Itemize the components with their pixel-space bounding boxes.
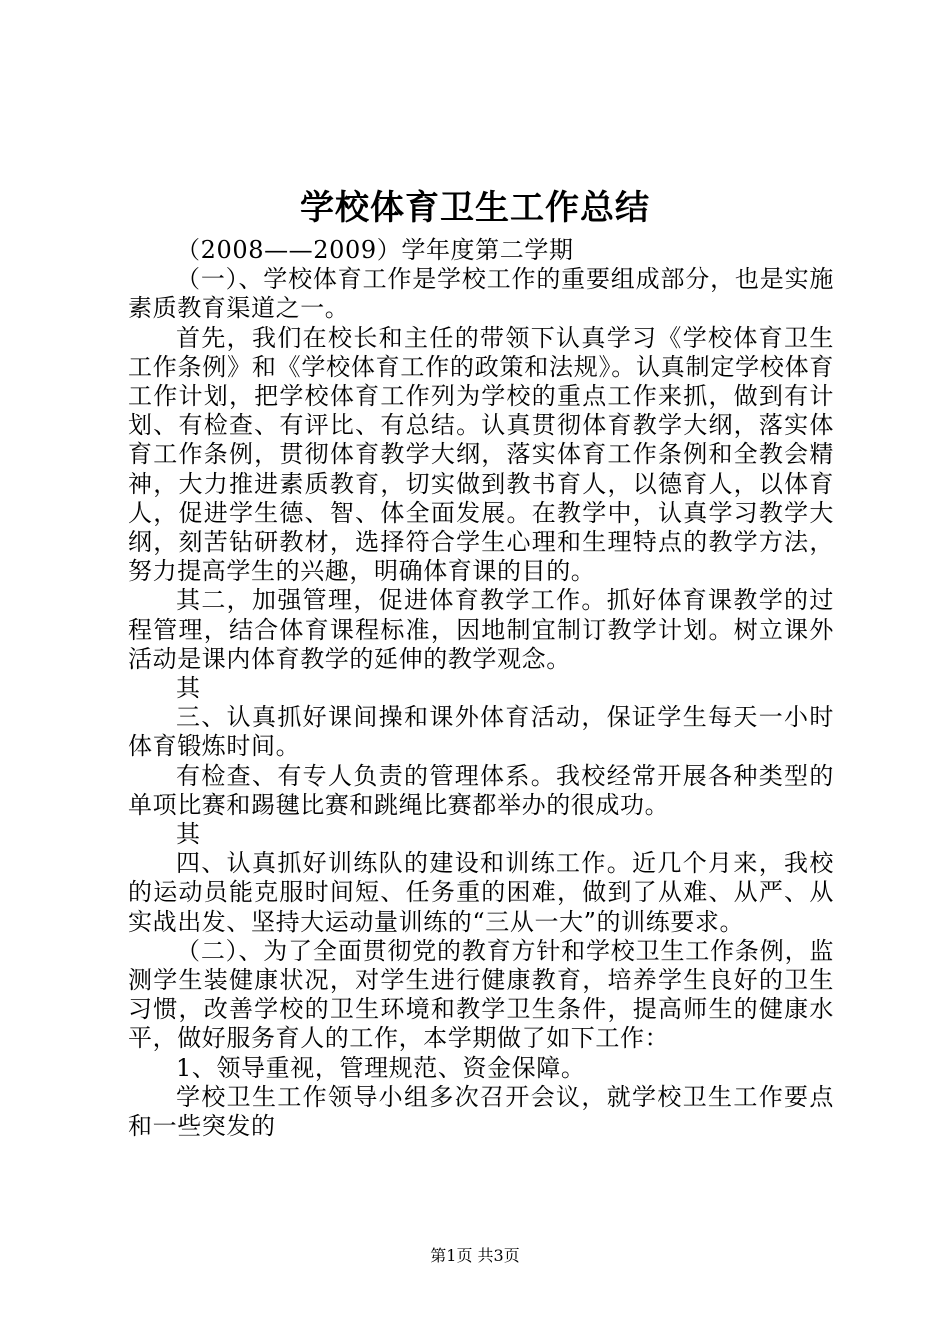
paragraph-third: 三、认真抓好课间操和课外体育活动，保证学生每天一小时体育锻炼时间。 (128, 703, 834, 761)
paragraph-fragment-qi-1: 其 (176, 674, 201, 703)
paragraph-fragment-qi-2: 其 (176, 820, 201, 849)
paragraph-first: 首先，我们在校长和主任的带领下认真学习《学校体育卫生工作条例》和《学校体育工作的政策和法规》。认真制定学校体育工作计划，把学校体育工作列为学校的重点工作来抓，做到有计划、有检查、有评比、有总结。认真贯彻体育教学大纲，落实体育工作条例，贯彻体育教学大纲，落实体育工作条例和全教会精神，大力推进素质教育，切实做到教书育人，以德育人，以体育人，促进学生德、智、体全面发展。在教学中，认真学习教学大纲，刻苦钻研教材，选择符合学生心理和生理特点的教学方法，努力提高学生的兴趣，明确体育课的目的。 (128, 323, 834, 586)
paragraph-semester: （2008——2009）学年度第二学期 (176, 236, 574, 264)
paragraph-second: 其二，加强管理，促进体育教学工作。抓好体育课教学的过程管理，结合体育课程标准，因地制宜制订教学计划。树立课外活动是课内体育教学的延伸的教学观念。 (128, 586, 834, 673)
document-body (128, 236, 834, 1141)
paragraph-section-two-intro: （二）、为了全面贯彻党的教育方针和学校卫生工作条例，监测学生装健康状况，对学生进行健康教育，培养学生良好的卫生习惯，改善学校的卫生环境和教学卫生条件，提高师生的健康水平，做好服务育人的工作，本学期做了如下工作： (128, 936, 834, 1053)
page-footer: 第1页 共3页 (430, 1246, 520, 1265)
paragraph-item-one: 1、领导重视，管理规范、资金保障。 (176, 1053, 586, 1082)
paragraph-meetings: 学校卫生工作领导小组多次召开会议，就学校卫生工作要点和一些突发的 (128, 1082, 834, 1141)
paragraph-management-system: 有检查、有专人负责的管理体系。我校经常开展各种类型的单项比赛和踢毽比赛和跳绳比赛都举办的很成功。 (128, 761, 834, 819)
document-title: 学校体育卫生工作总结 (300, 188, 650, 228)
paragraph-fourth: 四、认真抓好训练队的建设和训练工作。近几个月来，我校的运动员能克服时间短、任务重的困难，做到了从难、从严、从实战出发、坚持大运动量训练的“三从一大”的训练要求。 (128, 849, 834, 936)
paragraph-section-one-intro: （一）、学校体育工作是学校工作的重要组成部分，也是实施素质教育渠道之一。 (128, 265, 834, 323)
